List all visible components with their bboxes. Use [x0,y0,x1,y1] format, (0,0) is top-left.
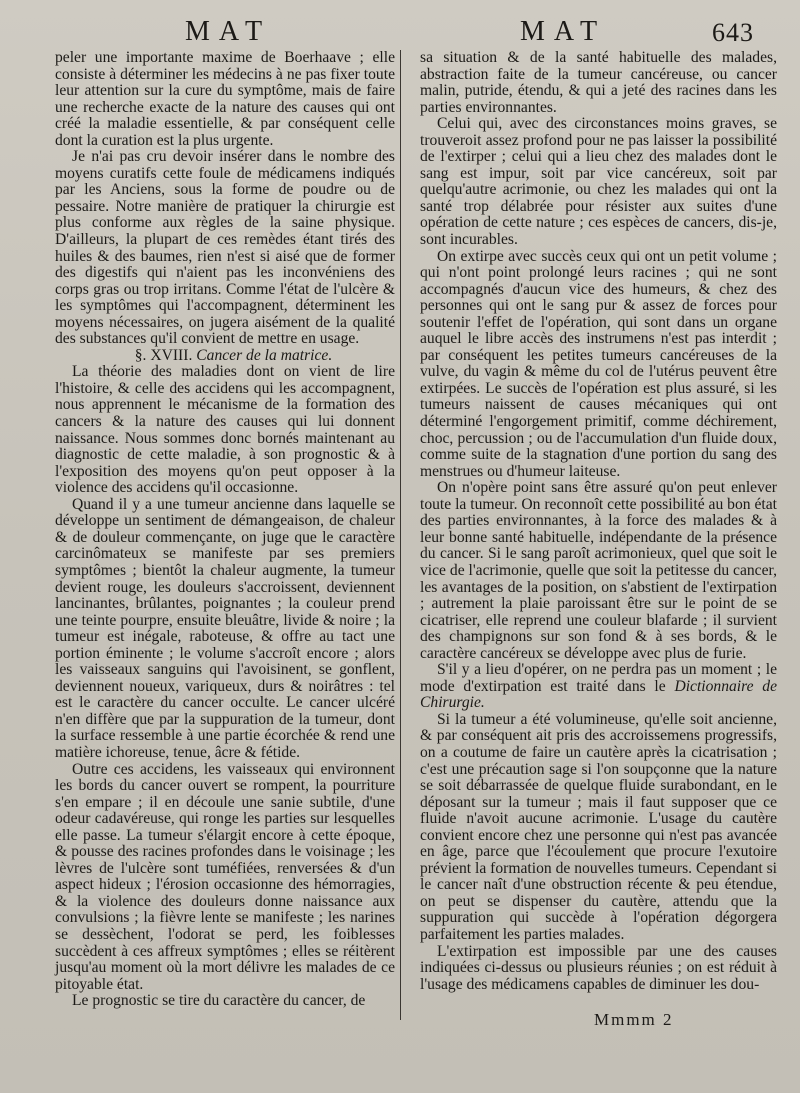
running-head-left: MAT [185,16,272,47]
running-head-right: MAT [520,16,607,47]
paragraph: sa situation & de la santé habituelle des malades, abstraction faite de la tumeur cancéreuse, ou cancer malin, putride, étendu, & qui a jeté des racines dans les parties environnantes. [420,49,777,116]
paragraph: L'extirpation est impossible par une des causes indiquées ci-dessus ou plusieurs réunies ; on est réduit à l'usage des médicamens capables de diminuer les dou- [420,942,777,993]
section-heading [55,348,395,365]
paragraph: On n'opère point sans être assuré qu'on peut enlever toute la tumeur. On reconnoît cette possibilité au bon état des parties environnantes, à la force des malades & à leur bonne santé habituelle, indépendante de la présence du cancer. Si le sang paroît acrimonieux, quel que soit le vice de l'acrimonie, quelle que soit la petitesse du cancer, les avantages de la position, on s'abstient de l'extirpation ; autrement la plaie paroissant être sur le point de se cicatriser, elle reprend une couleur blafarde ; il survient des champignons sur son fond & à ses bords, & le caractère cancéreux se développe avec plus de furie. [420,479,777,662]
column-divider [400,50,401,1020]
paragraph: On extirpe avec succès ceux qui ont un petit volume ; qui n'ont point prolongé leurs racines ; qui ne sont accompagnés d'aucun vice des humeurs, & chez des personnes qui ont le sang pur & assez de forces pour soutenir l'effet de l'opération, qui sont dans un organe auquel le libre accès des instrumens n'est pas interdit ; par conséquent les petites tumeurs cancéreuses de la vulve, du vagin & même du col de l'utérus peuvent être extirpées. Le succès de l'opération est plus assuré, si les tumeurs naissent de causes mécaniques qui ont déterminé l'engorgement primitif, comme déchirement, choc, percussion ; ou de l'accumulation d'un fluide doux, comme suite de la stagnation d'une portion du sang des menstrues ou d'humeur laiteuse. [420,247,777,480]
reference-text: S'il y a lieu d'opérer, on ne perdra pas un moment ; le mode d'extirpation est traité dans le [420,661,777,695]
paragraph: Celui qui, avec des circonstances moins graves, se trouveroit assez profond pour ne pas laisser la possibilité de l'extirper ; celui qui a lieu chez des malades dont le sang est impur, soit par vice cancéreux, soit par quelqu'autre acrimonie, ou chez les malades qui ont la santé trop délabrée pour résister aux suites d'une opération de cette nature ; ces espèces de cancers, dis-je, sont incurables. [420,115,777,249]
signature-mark: Mmmm 2 [594,1010,674,1029]
reference-title: Dictionnaire de Chirurgie. [420,677,778,712]
section-number: §. XVIII. [134,346,193,364]
right-column [420,50,777,993]
paragraph: Quand il y a une tumeur ancienne dans laquelle se développe un sentiment de démangeaison, de chaleur & de douleur commençante, on juge que le caractère carcinômateux se manifeste par ses premiers symptômes ; bientôt la chaleur augmente, la tumeur devient rouge, les douleurs s'accroissent, deviennent lancinantes, brûlantes, poignantes ; la couleur prend une teinte pourpre, ensuite bleuâtre, livide & noire ; la tumeur est inégale, raboteuse, & offre au tact une portion éminente ; le volume s'accroît encore ; alors les vaisseaux sanguins qui l'avoisinent, se gonflent, deviennent noueux, variqueux, durs & noirâtres : tel est le caractère du cancer occulte. Le cancer ulcéré n'en diffère que par la suppuration de la tumeur, dont la surface ressemble à une partie écorchée & rend une matière ichoreuse, tenue, âcre & fétide. [55,495,395,761]
left-column [55,50,395,1010]
paragraph: peler une importante maxime de Boerhaave ; elle consiste à déterminer les médecins à ne pas fixer toute leur attention sur la cure du symptôme, mais de faire une recherche exacte de la nature des causes qui ont créé la maladie essentielle, & par conséquent celle dont la curation est la plus urgente. [55,49,395,149]
paragraph: Le prognostic se tire du caractère du cancer, de [72,992,366,1010]
paragraph: Outre ces accidens, les vaisseaux qui environnent les bords du cancer ouvert se rompent, la pourriture s'en empare ; il en découle une sanie subtile, d'une odeur cadavéreuse, qui ronge les parties sur lesquelles elle passe. La tumeur s'élargit encore à cette époque, & pousse des racines profondes dans le voisinage ; les lèvres de l'ulcère sont tuméfiées, renversées & d'un aspect hideux ; l'érosion occasionne des hémorragies, & la violence des douleurs donne naissance aux convulsions ; la fièvre lente se manifeste ; les narines se dessèchent, l'odorat se perd, les foiblesses succèdent à ces affreux symptômes ; elles se réitèrent jusqu'au moment où la mort délivre les malades de ce pitoyable état. [55,760,395,993]
section-title: Cancer de la matrice. [196,346,333,364]
paragraph [420,662,777,712]
paragraph: La théorie des maladies dont on vient de lire l'histoire, & celle des accidens qui les accompagnent, nous apprennent le mécanisme de la formation des cancers & la nature des causes qui lui donnent naissance. Nous sommes donc bornés maintenant au diagnostic de cette maladie, à son prognostic & à l'exposition des moyens qu'on peut opposer à la violence des accidens qu'il occasionne. [55,363,395,497]
page-number: 643 [712,18,754,47]
paragraph: Je n'ai pas cru devoir insérer dans le nombre des moyens curatifs cette foule de médicamens indiqués par les Anciens, sous la forme de poudre ou de pessaire. Notre manière de pratiquer la chirurgie est plus conforme aux règles de la saine physique. D'ailleurs, la plupart de ces remèdes étant tirés des huiles & des baumes, rien n'est si aisé que de former des digestifs qui n'aient pas les inconvéniens des corps gras ou trop irritans. Comme l'état de l'ulcère & les symptômes qui l'accompagnent, déterminent les moyens nécessaires, on jugera aisément de la qualité des substances qu'il convient de mettre en usage. [55,148,395,348]
paragraph: Si la tumeur a été volumineuse, qu'elle soit ancienne, & par conséquent ait pris des accroissemens progressifs, on a coutume de faire un cautère après la cicatrisation ; c'est une précaution sage si l'on soupçonne que la nature se soit débarrassée de quelque fluide surabondant, en le déposant sur la tumeur ; mais il faut supposer que ce fluide n'avoit aucune acrimonie. L'usage du cautère convient encore chez une personne qui n'est pas avancée en âge, parce que l'écoulement que procure l'exutoire prévient la formation de nouvelles tumeurs. Cependant si le cancer naît d'une obstruction récente & peu étendue, on peut se dispenser du cautère, attendu que la suppuration qui succède à l'opération dégorgera parfaitement les parties malades. [420,710,777,943]
